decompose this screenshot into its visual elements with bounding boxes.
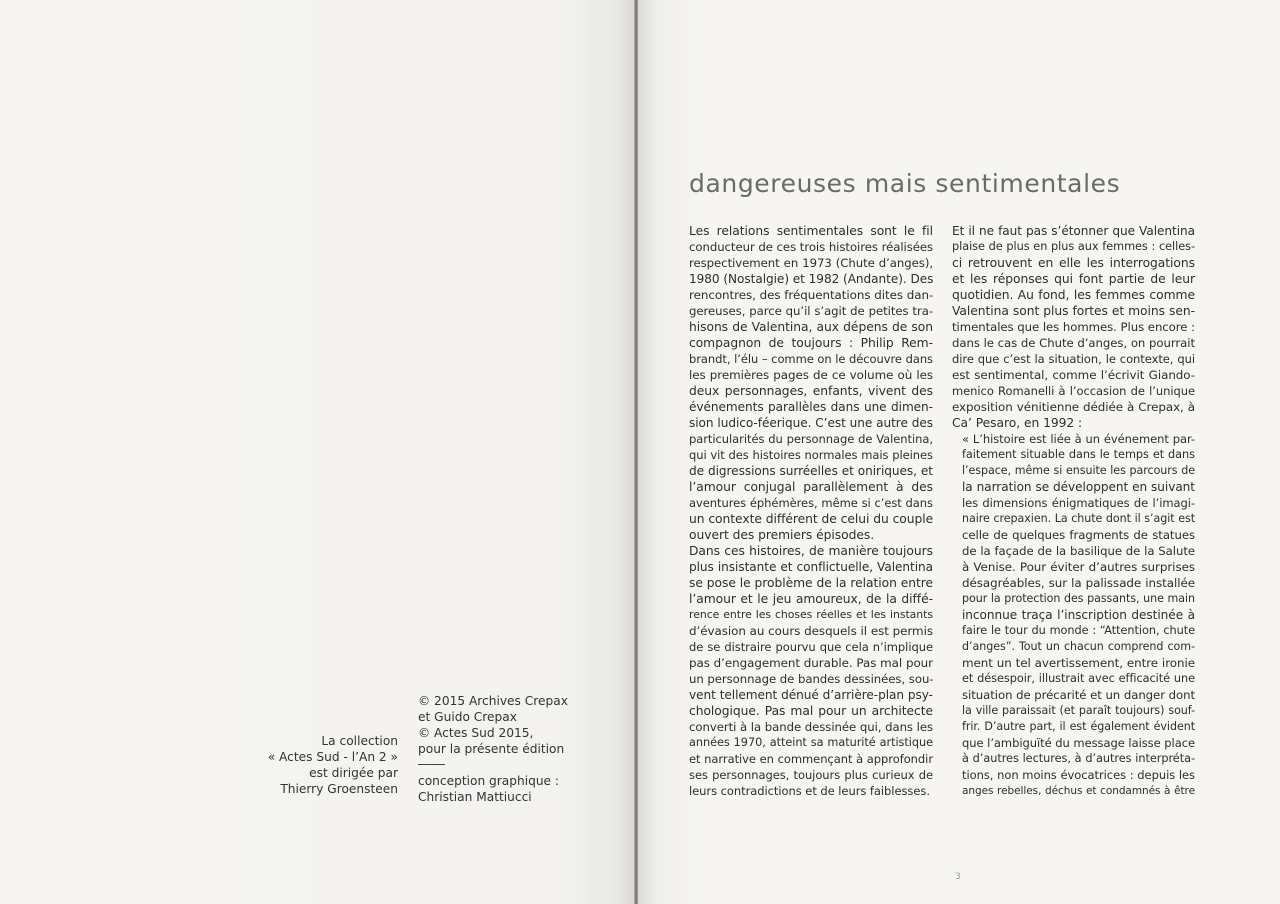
text-line: Les relations sentimentales sont le fil	[689, 224, 933, 238]
text-line: ouvert des premiers épisodes.	[689, 528, 875, 542]
text-line: aventures éphémères, même si c’est dans	[689, 496, 933, 510]
text-line: 1980 (Nostalgie) et 1982 (Andante). Des	[689, 272, 934, 286]
text-line: années 1970, atteint sa maturité artistique	[689, 736, 933, 749]
text-line: un contexte différent de celui du couple	[689, 512, 934, 526]
text-line: celle de quelques fragments de statues	[962, 528, 1195, 542]
copyright-line: © Actes Sud 2015,	[418, 726, 534, 740]
design-credit-line: Christian Mattiucci	[418, 790, 532, 804]
text-line: inconnue traça l’inscription destinée à	[962, 608, 1195, 622]
text-line: faire le tour du monde : “Attention, chute	[962, 624, 1195, 637]
text-line: d’anges”. Tout un chacun comprend com-	[962, 640, 1195, 653]
text-line: menico Romanelli à l’occasion de l’unique	[952, 384, 1195, 398]
text-line: ses personnages, toujours plus curieux de	[689, 768, 933, 782]
text-line: de la façade de la basilique de la Salute	[962, 544, 1195, 558]
collection-line: La collection	[321, 734, 398, 748]
text-line: qui vit des histoires normales mais pleines	[689, 448, 933, 462]
text-line: chologique. Pas mal pour un architecte	[689, 704, 933, 718]
text-line: les premières pages de ce volume où les	[689, 368, 933, 382]
text-line: quotidien. Au fond, les femmes comme	[952, 288, 1195, 302]
text-line: deux personnages, enfants, vivent des	[689, 384, 933, 398]
text-line: l’amour et le jeu amoureux, de la diffé-	[689, 592, 933, 606]
text-column-1	[689, 223, 933, 799]
text-line: désagréables, sur la palissade installée	[962, 576, 1195, 590]
text-line: sion ludico-féerique. C’est une autre des	[689, 416, 933, 430]
text-line: plus insistante et conflictuelle, Valentina	[689, 560, 933, 574]
text-line: un personnage de bandes dessinées, sou-	[689, 672, 934, 686]
text-line: l’amour conjugal parallèlement à des	[689, 480, 933, 494]
text-line: gereuses, parce qu’il s’agit de petites tra-	[689, 304, 933, 318]
collection-note	[178, 733, 398, 797]
divider	[418, 764, 445, 765]
text-line: hisons de Valentina, aux dépens de son	[689, 320, 933, 334]
text-line: Et il ne faut pas s’étonner que Valentina	[952, 224, 1195, 238]
copyright-line: pour la présente édition	[418, 742, 565, 756]
text-line: et les réponses qui font partie de leur	[952, 272, 1195, 286]
text-line: de digressions surréelles et oniriques, et	[689, 464, 933, 478]
text-line: « L’histoire est liée à un événement par-	[962, 432, 1195, 446]
text-line: rence entre les choses réelles et les instants	[689, 608, 933, 621]
text-line: d’évasion au cours desquels il est permis	[689, 624, 933, 638]
collection-line: « Actes Sud - l’An 2 »	[267, 750, 398, 764]
text-line: l’espace, même si ensuite les parcours de	[962, 464, 1195, 477]
text-line: se pose le problème de la relation entre	[689, 576, 933, 590]
text-line: et désespoir, illustrait avec efficacité une	[962, 672, 1195, 685]
collection-line: est dirigée par	[309, 766, 398, 780]
text-line: de se distraire pourvu que cela n’implique	[689, 640, 933, 654]
text-line: compagnon de toujours : Philip Rem-	[689, 336, 933, 350]
text-line: et narrative en commençant à approfondir	[689, 752, 933, 766]
text-line: timentales que les hommes. Plus encore :	[952, 320, 1195, 334]
text-line: pas d’engagement durable. Pas mal pour	[689, 656, 933, 670]
text-line: la narration se développent en suivant	[962, 480, 1195, 494]
text-line: Ca’ Pesaro, en 1992 :	[952, 416, 1083, 430]
copyright-line: © 2015 Archives Crepax	[418, 694, 568, 708]
page-number: 3	[955, 872, 961, 882]
text-line: la ville paraissait (et paraît toujours) souf-	[962, 704, 1195, 717]
text-line: frir. D’autre part, il est également évident	[962, 720, 1195, 733]
text-line: naire crepaxien. La chute dont il s’agit est	[962, 512, 1195, 525]
text-line: brandt, l’élu – comme on le découvre dans	[689, 352, 933, 366]
text-line: vent tellement dénué d’arrière-plan psy-	[689, 688, 933, 702]
credits-block	[418, 693, 633, 805]
text-line: rencontres, des fréquentations dites dan-	[689, 288, 934, 302]
collection-line: Thierry Groensteen	[280, 782, 398, 796]
text-line: anges rebelles, déchus et condamnés à être	[962, 785, 1195, 797]
text-line: pour la protection des passants, une main	[962, 592, 1195, 605]
text-line: à Venise. Pour éviter d’autres surprises	[962, 560, 1195, 574]
text-line: événements parallèles dans une dimen-	[689, 400, 933, 414]
text-line: respectivement en 1973 (Chute d’anges),	[689, 256, 933, 270]
text-line: dans le cas de Chute d’anges, on pourrait	[952, 336, 1195, 350]
left-page	[0, 0, 636, 904]
text-line: conducteur de ces trois histoires réalisées	[689, 240, 934, 254]
text-line: dire que c’est la situation, le contexte, qui	[952, 352, 1195, 366]
page-title: dangereuses mais sentimentales	[689, 169, 1121, 198]
text-line: particularités du personnage de Valentina,	[689, 432, 933, 446]
text-line: ci retrouvent en elle les interrogations	[952, 256, 1195, 270]
copyright-line: et Guido Crepax	[418, 710, 517, 724]
text-line: leurs contradictions et de leurs faiblesses.	[689, 784, 930, 798]
text-line: converti à la bande dessinée qui, dans les	[689, 720, 934, 734]
text-line: que l’ambiguïté du message laisse place	[962, 736, 1195, 750]
text-line: tions, non moins évocatrices : depuis les	[962, 768, 1195, 782]
text-line: exposition vénitienne dédiée à Crepax, à	[952, 400, 1195, 414]
text-column-2	[952, 223, 1195, 799]
text-line: Valentina sont plus fortes et moins sen-	[952, 304, 1195, 318]
text-line: à d’autres lectures, à d’autres interpréta-	[962, 752, 1195, 765]
text-line: Dans ces histoires, de manière toujours	[689, 544, 933, 558]
text-line: faitement situable dans le temps et dans	[962, 448, 1195, 461]
text-line: les dimensions énigmatiques de l’imagi-	[962, 496, 1195, 510]
text-line: ment un tel avertissement, entre ironie	[962, 656, 1195, 670]
design-credit-line: conception graphique :	[418, 774, 560, 788]
text-line: situation de précarité et un danger dont	[962, 688, 1195, 702]
text-line: est sentimental, comme l’écrivit Giando-	[952, 368, 1195, 382]
text-line: plaise de plus en plus aux femmes : celles-	[952, 240, 1195, 253]
